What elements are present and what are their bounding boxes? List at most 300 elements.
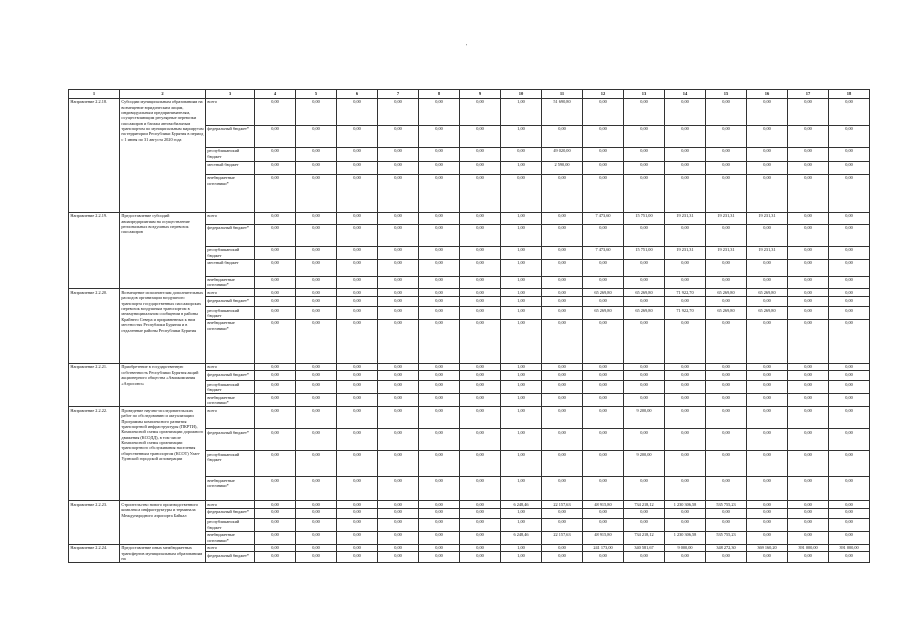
amount-cell: 0,00 xyxy=(378,518,419,531)
amount-cell: 0,00 xyxy=(460,296,501,306)
amount-cell: 0,00 xyxy=(419,212,460,224)
amount-cell: 7 473,60 xyxy=(583,212,624,224)
amount-cell: 1,00 xyxy=(501,98,542,125)
amount-cell: 0,00 xyxy=(747,429,788,451)
amount-cell: 65 269,80 xyxy=(624,289,665,297)
amount-cell: 0,00 xyxy=(460,477,501,501)
amount-cell: 9 200,00 xyxy=(624,407,665,429)
amount-cell: 0,00 xyxy=(255,224,296,246)
amount-cell: 0,00 xyxy=(501,174,542,212)
amount-cell: 0,00 xyxy=(747,518,788,531)
header-cell: 5 xyxy=(296,90,337,99)
amount-cell: 0,00 xyxy=(255,508,296,518)
amount-cell: 0,00 xyxy=(337,161,378,174)
amount-cell: 0,00 xyxy=(747,363,788,371)
amount-cell: 0,00 xyxy=(296,125,337,147)
header-cell: 1 xyxy=(69,90,120,99)
amount-cell: 0,00 xyxy=(624,518,665,531)
amount-cell: 0,00 xyxy=(419,276,460,289)
amount-cell: 0,00 xyxy=(337,407,378,429)
direction-code: Направление 2.2.20. xyxy=(69,289,120,363)
amount-cell: 0,00 xyxy=(665,319,706,363)
amount-cell: 0,00 xyxy=(542,276,583,289)
amount-cell: 0,00 xyxy=(706,518,747,531)
amount-cell: 0,00 xyxy=(829,276,870,289)
direction-description: Возмещение исполнителям дополнительных расходов организации воздушного транспорта государственных пассажирских перевозок воздушным транспортом в межмуниципальном сообщении в районы Крайнего Севера и приравненных к ним местностях Республики Бурятия и в отдаленные районы Республики Бурятия xyxy=(120,289,206,363)
amount-cell: 0,00 xyxy=(419,508,460,518)
amount-cell: 15 751,00 xyxy=(624,212,665,224)
amount-cell: 0,00 xyxy=(542,319,583,363)
amount-cell: 0,00 xyxy=(583,518,624,531)
direction-description: Приобретение в государственную собственность Республики Бурятия акций акционерного общества «Авиакомпания «Аэросоюз» xyxy=(120,363,206,406)
amount-cell: 0,00 xyxy=(829,319,870,363)
amount-cell: 0,00 xyxy=(255,363,296,371)
amount-cell: 0,00 xyxy=(419,477,460,501)
amount-cell: 0,00 xyxy=(542,394,583,407)
amount-cell: 0,00 xyxy=(665,363,706,371)
amount-cell: 0,00 xyxy=(747,501,788,509)
amount-cell: 0,00 xyxy=(378,363,419,371)
amount-cell: 0,00 xyxy=(419,259,460,276)
funding-source: внебюджетные источники* xyxy=(206,174,255,212)
amount-cell: 0,00 xyxy=(255,518,296,531)
amount-cell: 0,00 xyxy=(296,531,337,544)
amount-cell: 0,00 xyxy=(583,296,624,306)
amount-cell: 0,00 xyxy=(665,451,706,477)
amount-cell: 734 218,12 xyxy=(624,501,665,509)
amount-cell: 0,00 xyxy=(460,518,501,531)
amount-cell: 0,00 xyxy=(255,429,296,451)
amount-cell: 0,00 xyxy=(706,224,747,246)
amount-cell: 0,00 xyxy=(460,174,501,212)
amount-cell: 0,00 xyxy=(296,363,337,371)
amount-cell: 0,00 xyxy=(460,259,501,276)
amount-cell: 0,00 xyxy=(829,429,870,451)
amount-cell: 0,00 xyxy=(624,125,665,147)
amount-cell: 0,00 xyxy=(255,161,296,174)
amount-cell: 0,00 xyxy=(419,174,460,212)
amount-cell: 0,00 xyxy=(624,394,665,407)
amount-cell: 0,00 xyxy=(583,174,624,212)
funding-source: республиканский бюджет xyxy=(206,246,255,259)
amount-cell: 0,00 xyxy=(747,394,788,407)
amount-cell: 1,00 xyxy=(501,246,542,259)
amount-cell: 0,00 xyxy=(583,98,624,125)
amount-cell: 0,00 xyxy=(747,407,788,429)
amount-cell: 19 231,31 xyxy=(747,246,788,259)
amount-cell: 0,00 xyxy=(624,371,665,381)
amount-cell: 0,00 xyxy=(829,174,870,212)
amount-cell: 51 690,80 xyxy=(542,98,583,125)
amount-cell: 0,00 xyxy=(747,552,788,562)
amount-cell: 49 020,00 xyxy=(542,147,583,161)
amount-cell: 0,00 xyxy=(296,518,337,531)
amount-cell: 0,00 xyxy=(296,306,337,319)
amount-cell: 71 922,70 xyxy=(665,306,706,319)
amount-cell: 19 231,31 xyxy=(706,212,747,224)
amount-cell: 0,00 xyxy=(665,429,706,451)
amount-cell: 0,00 xyxy=(337,477,378,501)
funding-source: федеральный бюджет* xyxy=(206,429,255,451)
header-cell: 9 xyxy=(460,90,501,99)
direction-description: Субсидии муниципальным образованиям на возмещение юридическим лицам, индивидуальным предпринимателям, осуществляющим регулярные перевозки пассажиров и багажа автомобильным транспортом по муниципальным маршрутам на территории Республики Бурятия в период с 1 июня по 31 августа 2020 года xyxy=(120,98,206,212)
amount-cell: 0,00 xyxy=(788,276,829,289)
amount-cell: 0,00 xyxy=(378,306,419,319)
header-cell: 17 xyxy=(788,90,829,99)
amount-cell: 0,00 xyxy=(829,306,870,319)
amount-cell: 0,00 xyxy=(665,518,706,531)
amount-cell: 0,00 xyxy=(829,371,870,381)
amount-cell: 0,00 xyxy=(460,451,501,477)
amount-cell: 0,00 xyxy=(296,259,337,276)
amount-cell: 0,00 xyxy=(542,552,583,562)
amount-cell: 0,00 xyxy=(706,552,747,562)
header-cell: 18 xyxy=(829,90,870,99)
amount-cell: 0,00 xyxy=(542,363,583,371)
amount-cell: 0,00 xyxy=(747,296,788,306)
amount-cell: 0,00 xyxy=(337,508,378,518)
amount-cell: 0,00 xyxy=(788,371,829,381)
amount-cell: 0,00 xyxy=(255,319,296,363)
direction-description: Строительство нового производственного комплекса инфраструктуры и терминала Международного аэропорта Байкал xyxy=(120,501,206,544)
amount-cell: 0,00 xyxy=(296,381,337,394)
amount-cell: 734 218,12 xyxy=(624,531,665,544)
amount-cell: 1,00 xyxy=(501,371,542,381)
amount-cell: 0,00 xyxy=(542,451,583,477)
amount-cell: 0,00 xyxy=(378,371,419,381)
amount-cell: 0,00 xyxy=(419,319,460,363)
amount-cell: 0,00 xyxy=(829,224,870,246)
amount-cell: 0,00 xyxy=(378,544,419,552)
amount-cell: 0,00 xyxy=(255,407,296,429)
amount-cell: 0,00 xyxy=(378,161,419,174)
amount-cell: 0,00 xyxy=(255,289,296,297)
funding-source: внебюджетные источники* xyxy=(206,276,255,289)
amount-cell: 0,00 xyxy=(583,224,624,246)
amount-cell: 0,00 xyxy=(829,259,870,276)
amount-cell: 0,00 xyxy=(542,371,583,381)
amount-cell: 0,00 xyxy=(378,289,419,297)
amount-cell: 0,00 xyxy=(583,451,624,477)
amount-cell: 1,00 xyxy=(501,276,542,289)
amount-cell: 1,00 xyxy=(501,363,542,371)
amount-cell: 0,00 xyxy=(255,147,296,161)
amount-cell: 71 922,70 xyxy=(665,289,706,297)
amount-cell: 0,00 xyxy=(296,98,337,125)
amount-cell: 0,00 xyxy=(255,212,296,224)
amount-cell: 0,00 xyxy=(583,371,624,381)
amount-cell: 0,00 xyxy=(296,477,337,501)
amount-cell: 0,00 xyxy=(583,381,624,394)
amount-cell: 1,00 xyxy=(501,259,542,276)
amount-cell: 19 231,31 xyxy=(665,212,706,224)
amount-cell: 0,00 xyxy=(583,319,624,363)
amount-cell: 0,00 xyxy=(337,429,378,451)
amount-cell: 0,00 xyxy=(337,552,378,562)
amount-cell: 0,00 xyxy=(337,518,378,531)
header-cell: 10 xyxy=(501,90,542,99)
amount-cell: 0,00 xyxy=(419,394,460,407)
amount-cell: 0,00 xyxy=(788,174,829,212)
header-cell: 13 xyxy=(624,90,665,99)
amount-cell: 0,00 xyxy=(706,161,747,174)
funding-source: республиканский бюджет xyxy=(206,518,255,531)
amount-cell: 535 755,23 xyxy=(706,501,747,509)
amount-cell: 535 755,23 xyxy=(706,531,747,544)
amount-cell: 0,00 xyxy=(665,174,706,212)
amount-cell: 0,00 xyxy=(419,289,460,297)
funding-source: всего xyxy=(206,501,255,509)
amount-cell: 0,00 xyxy=(829,212,870,224)
amount-cell: 0,00 xyxy=(747,98,788,125)
amount-cell: 22 157,63 xyxy=(542,501,583,509)
funding-source: федеральный бюджет* xyxy=(206,508,255,518)
amount-cell: 0,00 xyxy=(829,451,870,477)
amount-cell: 0,00 xyxy=(378,477,419,501)
amount-cell: 0,00 xyxy=(788,306,829,319)
header-cell: 11 xyxy=(542,90,583,99)
amount-cell: 0,00 xyxy=(829,508,870,518)
amount-cell: 48 915,80 xyxy=(583,501,624,509)
amount-cell: 0,00 xyxy=(583,429,624,451)
amount-cell: 0,00 xyxy=(583,477,624,501)
amount-cell: 0,00 xyxy=(829,531,870,544)
amount-cell: 2 590,00 xyxy=(542,161,583,174)
amount-cell: 0,00 xyxy=(542,174,583,212)
table-row xyxy=(69,407,870,429)
amount-cell: 0,00 xyxy=(788,407,829,429)
amount-cell: 0,00 xyxy=(788,508,829,518)
amount-cell: 0,00 xyxy=(665,552,706,562)
amount-cell: 65 269,80 xyxy=(583,289,624,297)
amount-cell: 0,00 xyxy=(378,296,419,306)
amount-cell: 0,00 xyxy=(665,407,706,429)
amount-cell: 0,00 xyxy=(788,98,829,125)
amount-cell: 0,00 xyxy=(460,161,501,174)
amount-cell: 0,00 xyxy=(747,147,788,161)
header-cell: 12 xyxy=(583,90,624,99)
amount-cell: 1,00 xyxy=(501,381,542,394)
amount-cell: 0,00 xyxy=(583,125,624,147)
amount-cell: 0,00 xyxy=(460,394,501,407)
funding-source: внебюджетные источники* xyxy=(206,394,255,407)
amount-cell: 0,00 xyxy=(460,246,501,259)
amount-cell: 0,00 xyxy=(747,508,788,518)
amount-cell: 0,00 xyxy=(829,289,870,297)
table-row xyxy=(69,501,870,509)
funding-source: федеральный бюджет* xyxy=(206,224,255,246)
direction-code: Направление 2.2.19. xyxy=(69,212,120,289)
amount-cell: 0,00 xyxy=(419,429,460,451)
amount-cell: 0,00 xyxy=(542,407,583,429)
amount-cell: 0,00 xyxy=(624,508,665,518)
amount-cell: 0,00 xyxy=(624,429,665,451)
amount-cell: 0,00 xyxy=(583,276,624,289)
amount-cell: 0,00 xyxy=(542,246,583,259)
amount-cell: 0,00 xyxy=(296,147,337,161)
amount-cell: 0,00 xyxy=(337,147,378,161)
amount-cell: 0,00 xyxy=(378,429,419,451)
amount-cell: 1 230 306,58 xyxy=(665,531,706,544)
funding-source: всего xyxy=(206,544,255,552)
amount-cell: 0,00 xyxy=(665,296,706,306)
amount-cell: 0,00 xyxy=(419,381,460,394)
amount-cell: 0,00 xyxy=(419,224,460,246)
amount-cell: 1,00 xyxy=(501,552,542,562)
amount-cell: 0,00 xyxy=(296,246,337,259)
header-cell: 8 xyxy=(419,90,460,99)
amount-cell: 0,00 xyxy=(706,296,747,306)
header-cell: 6 xyxy=(337,90,378,99)
amount-cell: 0,00 xyxy=(337,125,378,147)
funding-source: республиканский бюджет xyxy=(206,381,255,394)
amount-cell: 0,00 xyxy=(747,319,788,363)
amount-cell: 0,00 xyxy=(296,319,337,363)
amount-cell: 0,00 xyxy=(255,276,296,289)
amount-cell: 0,00 xyxy=(378,394,419,407)
amount-cell: 0,00 xyxy=(419,371,460,381)
amount-cell: 0,00 xyxy=(624,224,665,246)
amount-cell: 0,00 xyxy=(296,224,337,246)
page-mark: ' xyxy=(466,44,468,50)
amount-cell: 0,00 xyxy=(583,407,624,429)
header-cell: 16 xyxy=(747,90,788,99)
amount-cell: 1,00 xyxy=(501,508,542,518)
amount-cell: 0,00 xyxy=(706,174,747,212)
amount-cell: 0,00 xyxy=(665,98,706,125)
amount-cell: 0,00 xyxy=(788,381,829,394)
amount-cell: 0,00 xyxy=(378,531,419,544)
amount-cell: 0,00 xyxy=(378,246,419,259)
amount-cell: 0,00 xyxy=(788,552,829,562)
amount-cell: 0,00 xyxy=(788,363,829,371)
amount-cell: 0,00 xyxy=(460,371,501,381)
amount-cell: 0,00 xyxy=(378,381,419,394)
amount-cell: 0,00 xyxy=(624,381,665,394)
amount-cell: 0,00 xyxy=(255,501,296,509)
amount-cell: 0,00 xyxy=(706,98,747,125)
amount-cell: 0,00 xyxy=(337,98,378,125)
amount-cell: 1,00 xyxy=(501,394,542,407)
amount-cell: 0,00 xyxy=(255,544,296,552)
amount-cell: 0,00 xyxy=(296,174,337,212)
amount-cell: 0,00 xyxy=(378,552,419,562)
amount-cell: 1,00 xyxy=(501,477,542,501)
funding-source: всего xyxy=(206,289,255,297)
funding-source: внебюджетные источники* xyxy=(206,531,255,544)
amount-cell: 0,00 xyxy=(460,501,501,509)
amount-cell: 0,00 xyxy=(624,477,665,501)
amount-cell: 0,00 xyxy=(296,371,337,381)
amount-cell: 0,00 xyxy=(460,363,501,371)
amount-cell: 0,00 xyxy=(788,161,829,174)
table-row xyxy=(69,363,870,371)
amount-cell: 0,00 xyxy=(378,147,419,161)
amount-cell: 1,00 xyxy=(501,429,542,451)
amount-cell: 0,00 xyxy=(624,296,665,306)
amount-cell: 0,00 xyxy=(747,371,788,381)
amount-cell: 0,00 xyxy=(747,259,788,276)
amount-cell: 0,00 xyxy=(583,147,624,161)
amount-cell: 241 173,00 xyxy=(583,544,624,552)
amount-cell: 0,00 xyxy=(337,363,378,371)
direction-description: Проведение научно-исследовательских работ по обследованию и актуализации Программы комплексного развития транспортной инфраструктуры (ПКРТИ), Комплексной схемы организации дорожного движения (КСОДД), в том числе Комплексной схемы организации транспортного обслуживания населения общественным транспортом (КСОТ) Улан-Удэнской городской агломерации xyxy=(120,407,206,501)
amount-cell: 0,00 xyxy=(337,174,378,212)
amount-cell: 0,00 xyxy=(747,161,788,174)
amount-cell: 0,00 xyxy=(829,501,870,509)
amount-cell: 0,00 xyxy=(419,125,460,147)
amount-cell: 0,00 xyxy=(624,276,665,289)
amount-cell: 0,00 xyxy=(255,98,296,125)
amount-cell: 0,00 xyxy=(337,296,378,306)
amount-cell: 0,00 xyxy=(542,212,583,224)
amount-cell: 0,00 xyxy=(624,98,665,125)
amount-cell: 0,00 xyxy=(788,394,829,407)
amount-cell: 0,00 xyxy=(788,246,829,259)
amount-cell: 0,00 xyxy=(378,508,419,518)
amount-cell: 0,00 xyxy=(829,552,870,562)
amount-cell: 0,00 xyxy=(747,125,788,147)
amount-cell: 0,00 xyxy=(665,276,706,289)
amount-cell: 22 157,63 xyxy=(542,531,583,544)
amount-cell: 0,00 xyxy=(829,147,870,161)
amount-cell: 0,00 xyxy=(255,371,296,381)
amount-cell: 0,00 xyxy=(501,147,542,161)
amount-cell: 1,00 xyxy=(501,518,542,531)
amount-cell: 1 230 306,58 xyxy=(665,501,706,509)
amount-cell: 0,00 xyxy=(624,174,665,212)
amount-cell: 0,00 xyxy=(706,125,747,147)
funding-source: всего xyxy=(206,407,255,429)
header-cell: 7 xyxy=(378,90,419,99)
amount-cell: 0,00 xyxy=(337,289,378,297)
amount-cell: 0,00 xyxy=(296,161,337,174)
direction-description: Предоставление иных межбюджетных трансфертов муниципальным образованиям на xyxy=(120,544,206,562)
amount-cell: 0,00 xyxy=(296,508,337,518)
amount-cell: 0,00 xyxy=(255,174,296,212)
amount-cell: 0,00 xyxy=(296,501,337,509)
amount-cell: 391 000,00 xyxy=(788,544,829,552)
amount-cell: 0,00 xyxy=(788,501,829,509)
budget-table xyxy=(68,89,870,563)
amount-cell: 0,00 xyxy=(460,381,501,394)
amount-cell: 0,00 xyxy=(255,394,296,407)
amount-cell: 0,00 xyxy=(378,451,419,477)
amount-cell: 0,00 xyxy=(624,552,665,562)
amount-cell: 0,00 xyxy=(542,289,583,297)
amount-cell: 0,00 xyxy=(460,508,501,518)
amount-cell: 0,00 xyxy=(296,289,337,297)
amount-cell: 65 269,80 xyxy=(747,306,788,319)
amount-cell: 0,00 xyxy=(706,477,747,501)
amount-cell: 15 751,00 xyxy=(624,246,665,259)
amount-cell: 0,00 xyxy=(542,381,583,394)
amount-cell: 0,00 xyxy=(788,477,829,501)
amount-cell: 0,00 xyxy=(337,259,378,276)
direction-code: Направление 2.2.18. xyxy=(69,98,120,212)
amount-cell: 0,00 xyxy=(378,319,419,363)
amount-cell: 0,00 xyxy=(583,394,624,407)
amount-cell: 0,00 xyxy=(829,246,870,259)
amount-cell: 0,00 xyxy=(788,147,829,161)
amount-cell: 0,00 xyxy=(419,296,460,306)
amount-cell: 0,00 xyxy=(419,246,460,259)
amount-cell: 0,00 xyxy=(419,531,460,544)
amount-cell: 0,00 xyxy=(665,224,706,246)
amount-cell: 0,00 xyxy=(829,518,870,531)
amount-cell: 0,00 xyxy=(542,296,583,306)
amount-cell: 0,00 xyxy=(829,296,870,306)
